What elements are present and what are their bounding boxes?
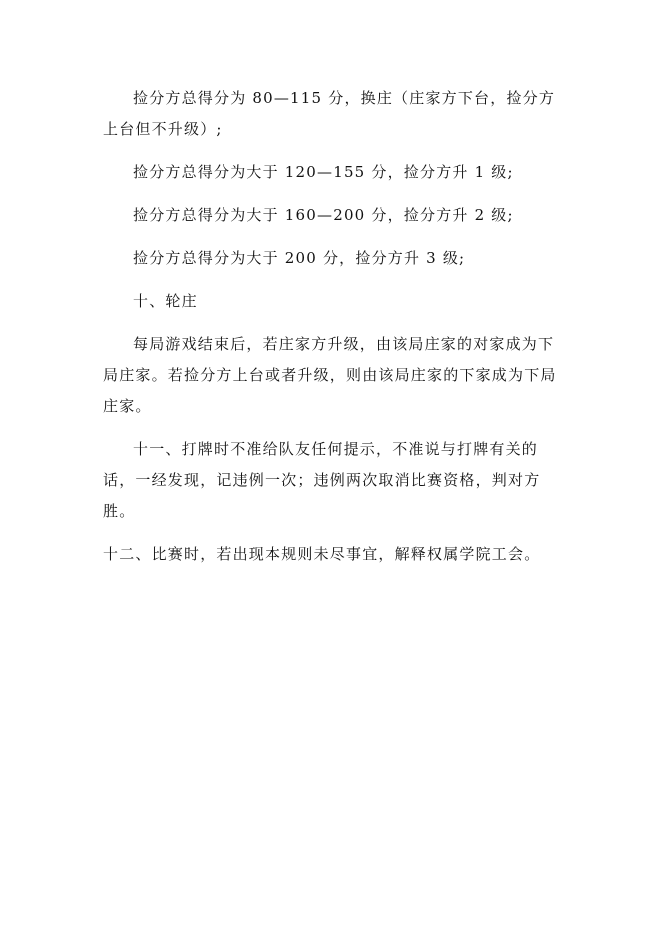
document-body	[103, 83, 563, 582]
rule-paragraph-no-hints: 十一、打牌时不准给队友任何提示，不准说与打牌有关的话，一经发现，记违例一次；违例两次取消比赛资格，判对方胜。	[103, 440, 541, 520]
rule-paragraph-score-80-115: 捡分方总得分为 80—115 分，换庄（庄家方下台，捡分方上台但不升级）;	[103, 89, 556, 138]
rule-paragraph-score-120-155: 捡分方总得分为大于 120—155 分，捡分方升 1 级;	[133, 163, 514, 181]
rule-paragraph-score-160-200: 捡分方总得分为大于 160—200 分，捡分方升 2 级;	[133, 206, 514, 224]
rule-paragraph-score-over-200: 捡分方总得分为大于 200 分，捡分方升 3 级;	[133, 249, 466, 267]
section-heading-rotation: 十、轮庄	[133, 292, 198, 310]
rule-paragraph-interpretation: 十二、比赛时，若出现本规则未尽事宜，解释权属学院工会。	[103, 545, 541, 563]
rule-paragraph-rotation: 每局游戏结束后，若庄家方升级，由该局庄家的对家成为下局庄家。若捡分方上台或者升级，则由该局庄家的下家成为下局庄家。	[103, 335, 557, 415]
